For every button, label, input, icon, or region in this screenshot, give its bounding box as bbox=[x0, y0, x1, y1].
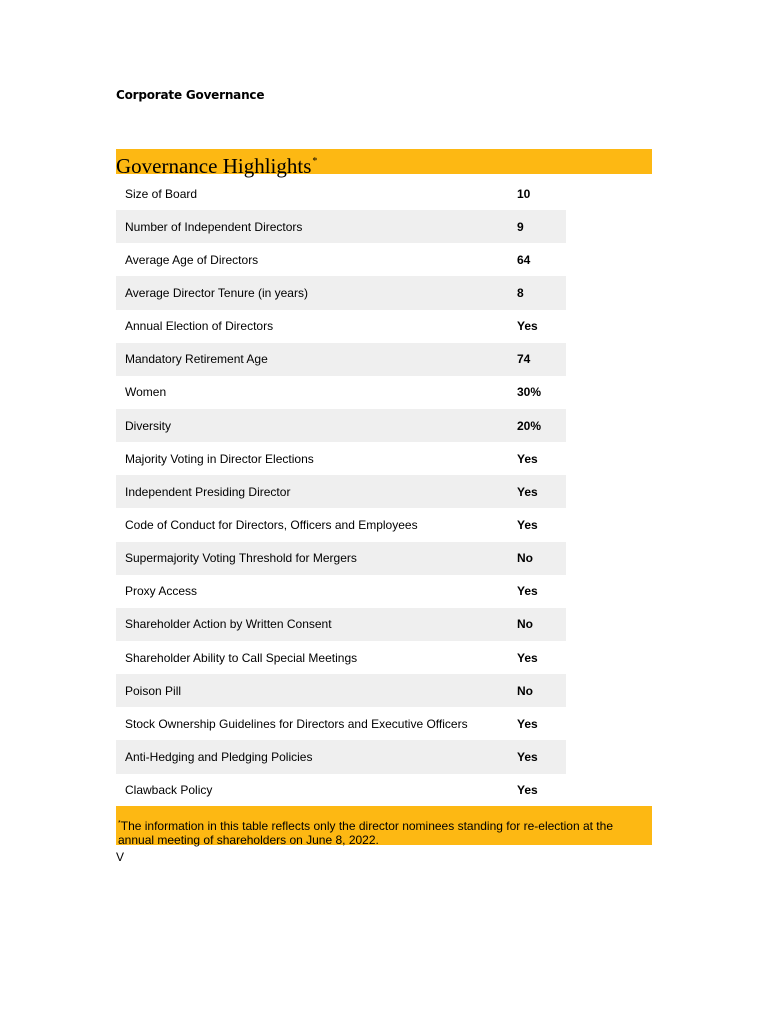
row-label: Anti-Hedging and Pledging Policies bbox=[125, 749, 313, 764]
row-value: Yes bbox=[517, 517, 538, 532]
row-label: Average Age of Directors bbox=[125, 252, 259, 267]
row-value: Yes bbox=[517, 584, 538, 599]
row-value: Yes bbox=[517, 749, 538, 764]
row-value: 30% bbox=[517, 385, 542, 400]
row-value: No bbox=[517, 551, 533, 566]
table-row bbox=[116, 442, 566, 475]
table-row bbox=[116, 608, 566, 641]
row-value: Yes bbox=[517, 484, 538, 499]
row-value: Yes bbox=[517, 451, 538, 466]
table-row bbox=[116, 508, 566, 541]
table-row bbox=[116, 575, 566, 608]
footnote-text: The information in this table reflects only the director nominees standing for re-election at the annual meeting of shareholders on June 8, 2022. bbox=[118, 819, 613, 847]
table-row bbox=[116, 740, 566, 773]
row-label: Clawback Policy bbox=[125, 783, 213, 798]
row-label: Diversity bbox=[125, 418, 172, 433]
table-row bbox=[116, 641, 566, 674]
row-value: 20% bbox=[517, 418, 542, 433]
table-row bbox=[116, 409, 566, 442]
table-row bbox=[116, 542, 566, 575]
row-value: 9 bbox=[517, 219, 524, 234]
row-label: Shareholder Ability to Call Special Meetings bbox=[125, 650, 358, 665]
row-value: Yes bbox=[517, 783, 538, 798]
section-heading: Corporate Governance bbox=[116, 88, 265, 102]
table-title bbox=[116, 150, 317, 178]
row-label: Independent Presiding Director bbox=[125, 484, 291, 499]
row-value: Yes bbox=[517, 319, 538, 334]
governance-table bbox=[116, 177, 566, 807]
table-row bbox=[116, 774, 566, 807]
table-row bbox=[116, 276, 566, 309]
row-value: 8 bbox=[517, 285, 524, 300]
row-label: Annual Election of Directors bbox=[125, 319, 274, 334]
footnote bbox=[116, 806, 652, 845]
row-label: Stock Ownership Guidelines for Directors and Executive Officers bbox=[125, 716, 468, 731]
row-value: 74 bbox=[517, 352, 531, 367]
table-row bbox=[116, 475, 566, 508]
row-label: Majority Voting in Director Elections bbox=[125, 451, 314, 466]
footnote-marker: * bbox=[118, 820, 121, 827]
row-label: Mandatory Retirement Age bbox=[125, 352, 268, 367]
row-label: Number of Independent Directors bbox=[125, 219, 303, 234]
table-row bbox=[116, 707, 566, 740]
row-value: No bbox=[517, 683, 533, 698]
table-row bbox=[116, 343, 566, 376]
row-value: 64 bbox=[517, 252, 531, 267]
table-title-footnote-marker: * bbox=[312, 156, 318, 167]
trailing-text: V bbox=[116, 850, 125, 864]
table-row bbox=[116, 376, 566, 409]
row-label: Code of Conduct for Directors, Officers and Employees bbox=[125, 517, 418, 532]
row-label: Women bbox=[125, 385, 167, 400]
row-label: Supermajority Voting Threshold for Mergers bbox=[125, 551, 357, 566]
row-value: 10 bbox=[517, 186, 531, 201]
row-label: Average Director Tenure (in years) bbox=[125, 285, 308, 300]
row-label: Size of Board bbox=[125, 186, 198, 201]
table-row bbox=[116, 310, 566, 343]
row-label: Shareholder Action by Written Consent bbox=[125, 617, 332, 632]
row-label: Proxy Access bbox=[125, 584, 198, 599]
row-value: Yes bbox=[517, 716, 538, 731]
row-value: No bbox=[517, 617, 533, 632]
table-row bbox=[116, 177, 566, 210]
table-row bbox=[116, 210, 566, 243]
table-row bbox=[116, 243, 566, 276]
table-row bbox=[116, 674, 566, 707]
row-label: Poison Pill bbox=[125, 683, 182, 698]
table-title-text: Governance Highlights bbox=[116, 154, 312, 178]
row-value: Yes bbox=[517, 650, 538, 665]
